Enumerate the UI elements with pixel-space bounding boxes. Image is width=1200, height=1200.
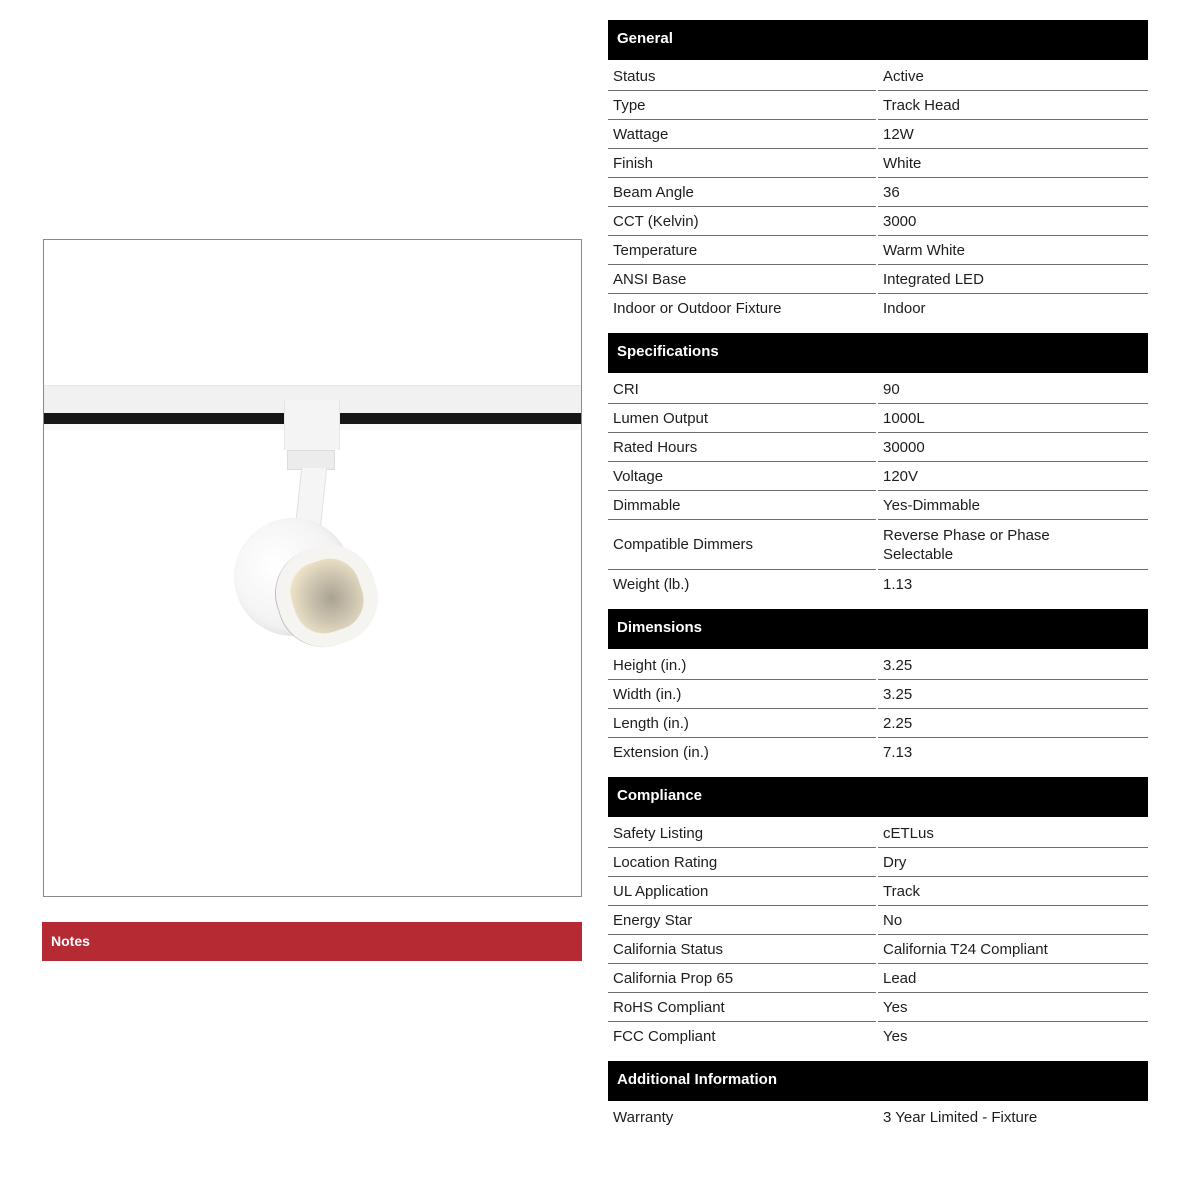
spec-label: RoHS Compliant — [608, 993, 876, 1022]
spec-row — [608, 294, 1148, 323]
spec-row — [608, 819, 1148, 848]
spec-label: Lumen Output — [608, 404, 876, 433]
spec-label: Rated Hours — [608, 433, 876, 462]
spec-label: Dimmable — [608, 491, 876, 520]
spec-value: Yes-Dimmable — [878, 491, 1148, 520]
spec-value: 36 — [878, 178, 1148, 207]
spec-row — [608, 265, 1148, 294]
spec-row — [608, 709, 1148, 738]
spec-row — [608, 91, 1148, 120]
track-adapter-base — [287, 450, 335, 470]
spec-row — [608, 62, 1148, 91]
spec-value: Yes — [878, 993, 1148, 1022]
spec-value: Reverse Phase or Phase Selectable — [878, 520, 1148, 570]
spec-row — [608, 462, 1148, 491]
spec-value: No — [878, 906, 1148, 935]
spec-row — [608, 236, 1148, 265]
spec-value: 1.13 — [883, 576, 913, 593]
spec-label: Wattage — [608, 120, 876, 149]
spec-row — [608, 680, 1148, 709]
spec-label: California Prop 65 — [608, 964, 876, 993]
spec-label: CRI — [608, 375, 876, 404]
spec-value: 120V — [878, 462, 1148, 491]
spec-value: Track — [878, 877, 1148, 906]
section-header-general: General — [608, 20, 1148, 60]
spec-label: California Status — [608, 935, 876, 964]
section-header-additional-information: Additional Information — [608, 1061, 1148, 1101]
spec-value: 1000L — [878, 404, 1148, 433]
spec-label: Location Rating — [608, 848, 876, 877]
spec-row — [608, 207, 1148, 236]
spec-value: 3.25 — [878, 651, 1148, 680]
spec-value: Track Head — [878, 91, 1148, 120]
spec-value: 3.25 — [878, 680, 1148, 709]
spec-row — [608, 375, 1148, 404]
notes-header: Notes — [42, 922, 582, 961]
spec-label: Energy Star — [608, 906, 876, 935]
spec-row — [608, 651, 1148, 680]
spec-row — [608, 1103, 1148, 1132]
spec-value: 2.25 — [878, 709, 1148, 738]
spec-label: Length (in.) — [608, 709, 876, 738]
spec-row — [608, 178, 1148, 207]
spec-value: cETLus — [878, 819, 1148, 848]
spec-value: Integrated LED — [878, 265, 1148, 294]
spec-label: Beam Angle — [608, 178, 876, 207]
spec-value: 12W — [878, 120, 1148, 149]
spec-label: Temperature — [608, 236, 876, 265]
spec-value: Dry — [878, 848, 1148, 877]
spec-table — [608, 20, 1148, 1132]
spec-row — [608, 935, 1148, 964]
spec-label: Indoor or Outdoor Fixture — [613, 300, 782, 317]
track-adapter — [284, 400, 340, 450]
spec-row — [608, 1022, 1148, 1051]
spec-label: UL Application — [608, 877, 876, 906]
spec-value: Active — [878, 62, 1148, 91]
spec-label: FCC Compliant — [613, 1028, 716, 1045]
spec-value: 3000 — [878, 207, 1148, 236]
spec-row — [608, 877, 1148, 906]
spec-label: Warranty — [613, 1109, 674, 1126]
spec-label: Height (in.) — [608, 651, 876, 680]
spec-value: 90 — [878, 375, 1148, 404]
product-image — [43, 239, 582, 897]
spec-row — [608, 848, 1148, 877]
spec-row — [608, 491, 1148, 520]
spec-row — [608, 404, 1148, 433]
spec-value: 3 Year Limited - Fixture — [883, 1109, 1038, 1126]
spec-label: CCT (Kelvin) — [608, 207, 876, 236]
spec-label: Width (in.) — [608, 680, 876, 709]
spec-row — [608, 906, 1148, 935]
spec-label: Status — [608, 62, 876, 91]
spec-label: Extension (in.) — [613, 744, 709, 761]
spec-row — [608, 570, 1148, 599]
spec-row — [608, 433, 1148, 462]
spec-value: White — [878, 149, 1148, 178]
spec-label: Safety Listing — [608, 819, 876, 848]
spec-label: Weight (lb.) — [613, 576, 690, 593]
spec-row — [608, 520, 1148, 570]
spec-row — [608, 120, 1148, 149]
section-header-compliance: Compliance — [608, 777, 1148, 817]
section-header-dimensions: Dimensions — [608, 609, 1148, 649]
spec-label: Compatible Dimmers — [608, 520, 876, 570]
spec-row — [608, 149, 1148, 178]
spec-label: ANSI Base — [608, 265, 876, 294]
spec-value: Warm White — [878, 236, 1148, 265]
spec-value: Lead — [878, 964, 1148, 993]
section-header-specifications: Specifications — [608, 333, 1148, 373]
spec-row — [608, 738, 1148, 767]
spec-value: Yes — [883, 1028, 908, 1045]
spec-label: Finish — [608, 149, 876, 178]
spec-value: Indoor — [883, 300, 926, 317]
spec-label: Type — [608, 91, 876, 120]
spec-row — [608, 964, 1148, 993]
spec-row — [608, 993, 1148, 1022]
spec-value: California T24 Compliant — [878, 935, 1148, 964]
spec-label: Voltage — [608, 462, 876, 491]
spec-value: 30000 — [878, 433, 1148, 462]
spec-value: 7.13 — [883, 744, 913, 761]
